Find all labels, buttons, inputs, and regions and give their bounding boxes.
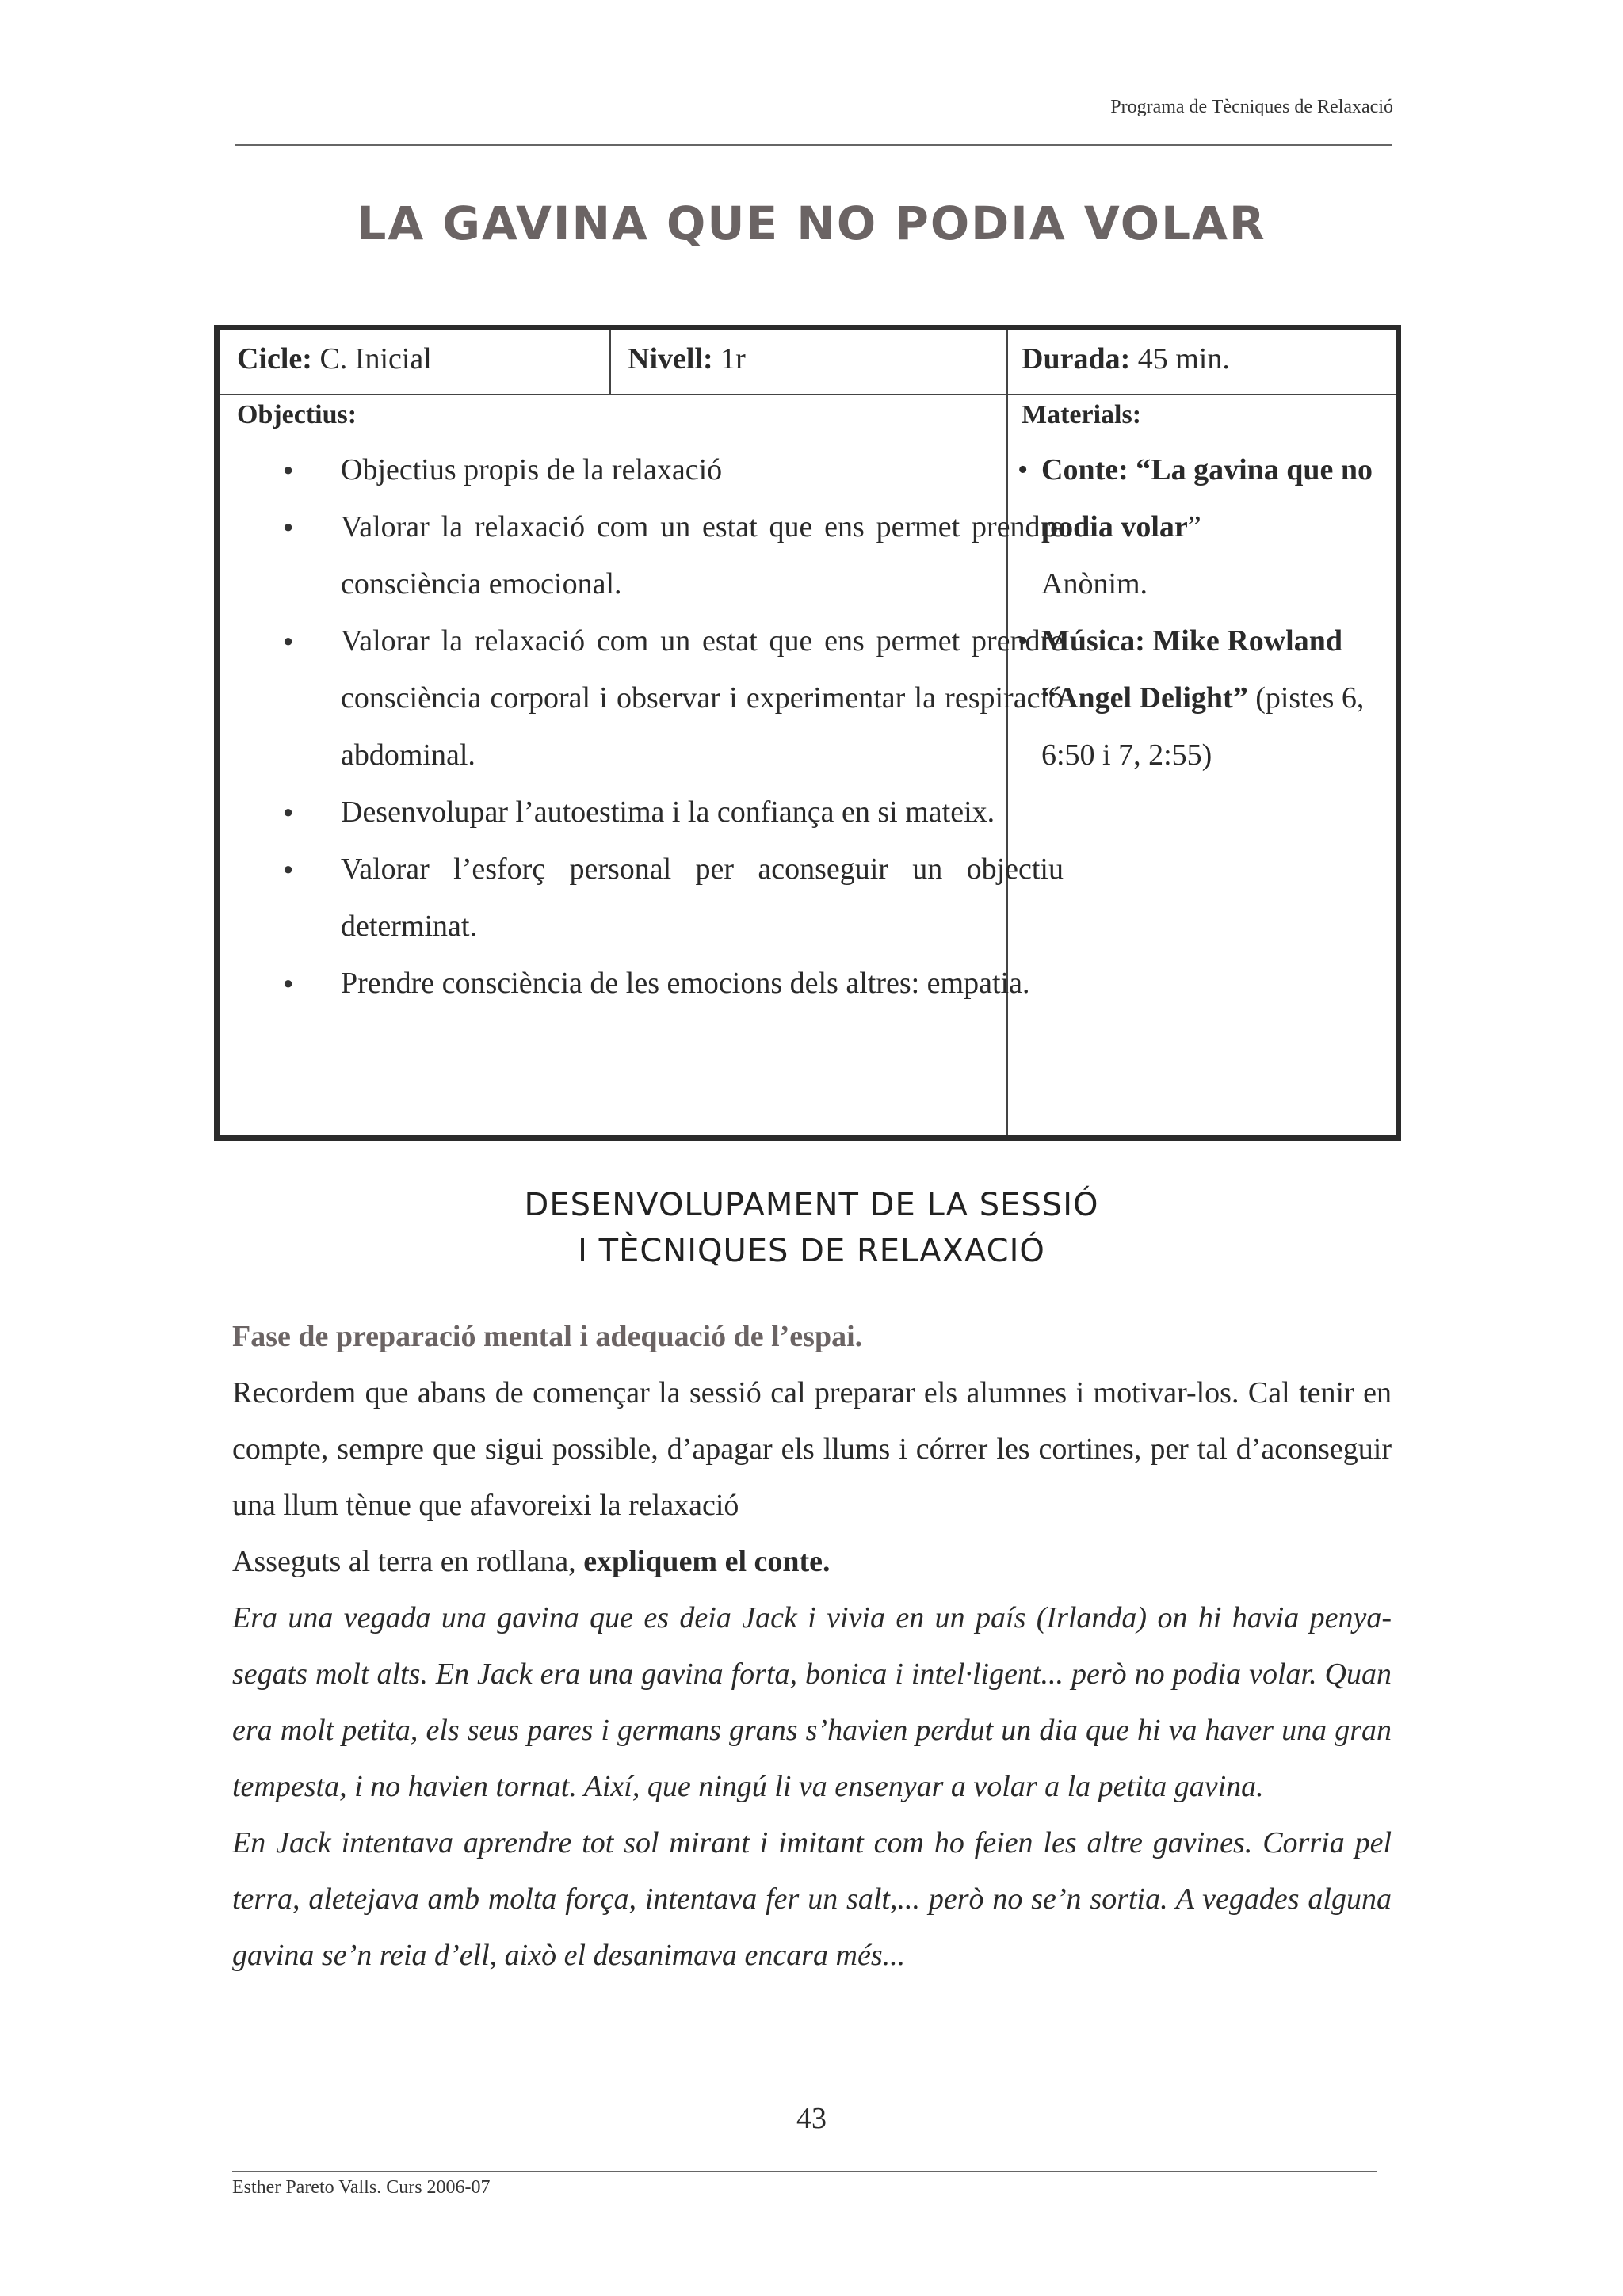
body-text bbox=[232, 1309, 1392, 1984]
nivell-cell bbox=[628, 341, 746, 376]
header-rule bbox=[235, 144, 1392, 146]
paragraph: Recordem que abans de començar la sessió cal preparar els alumnes i motivar-los. Cal tenir en compte, sempre que sigui possible, d’apagar els llums i córrer les cortines, per tal d’aconseguir una llum tènue que afavoreixi la relaxació bbox=[232, 1376, 1392, 1522]
durada-label: Durada: bbox=[1022, 342, 1131, 376]
running-header: Programa de Tècniques de Relaxació bbox=[1110, 97, 1393, 117]
nivell-label: Nivell: bbox=[628, 342, 713, 376]
objectius-label: Objectius: bbox=[237, 400, 357, 429]
cicle-cell bbox=[237, 341, 432, 376]
phase-title: Fase de preparació mental i adequació de l’espai. bbox=[232, 1320, 863, 1353]
materials-list bbox=[1016, 441, 1388, 784]
info-table bbox=[214, 325, 1401, 1141]
page-title: LA GAVINA QUE NO PODIA VOLAR bbox=[357, 196, 1266, 250]
material-music-title: Música: Mike Rowland “Angel Delight” bbox=[1041, 624, 1342, 715]
page-number: 43 bbox=[796, 2102, 827, 2135]
section-heading-line: I TÈCNIQUES DE RELAXACIÓ bbox=[578, 1233, 1045, 1269]
material-author: Anònim. bbox=[1041, 567, 1148, 601]
list-item: ● Valorar l’esforç personal per aconseguir un objectiu determinat. bbox=[283, 841, 1064, 955]
nivell-value: 1r bbox=[720, 342, 746, 376]
material-quote: ” bbox=[1187, 510, 1201, 543]
section-heading-line: DESENVOLUPAMENT DE LA SESSIÓ bbox=[524, 1187, 1099, 1223]
durada-cell bbox=[1022, 341, 1230, 376]
list-item: ● Valorar la relaxació com un estat que ens permet prendre consciència emocional. bbox=[283, 498, 1064, 612]
objectius-list bbox=[283, 441, 1064, 1012]
paragraph bbox=[232, 1534, 1392, 1590]
story-paragraph: En Jack intentava aprendre tot sol mirant i imitant com ho feien les altre gavines. Corria pel terra, aletejava amb molta força, intentava fer un salt,... però no se’n sortia. A vegades alguna gavina se’n reia d’ell, això el desanimava encara més... bbox=[232, 1826, 1392, 1972]
materials-label: Materials: bbox=[1022, 400, 1142, 429]
durada-value: 45 min. bbox=[1137, 342, 1230, 376]
section-heading bbox=[0, 1182, 1623, 1274]
footer-author: Esther Pareto Valls. Curs 2006-07 bbox=[232, 2177, 491, 2198]
list-item: ● Desenvolupar l’autoestima i la confiança en si mateix. bbox=[283, 784, 1064, 841]
material-story-title: Conte: “La gavina que no podia volar bbox=[1041, 453, 1373, 543]
list-item: ● Objectius propis de la relaxació bbox=[283, 441, 1064, 498]
paragraph-emphasis: expliquem el conte. bbox=[583, 1545, 831, 1578]
list-item bbox=[1016, 612, 1388, 784]
story-paragraph: Era una vegada una gavina que es deia Jack i vivia en un país (Irlanda) on hi havia penya-segats molt alts. En Jack era una gavina forta, bonica i intel·ligent... però no podia volar. Quan era molt petita, els seus pares i germans grans s’havien perdut un dia que hi va haver una gran tempesta, i no havien tornat. Així, que ningú li va ensenyar a volar a la petita gavina. bbox=[232, 1601, 1392, 1803]
cicle-value: C. Inicial bbox=[319, 342, 432, 376]
cicle-label: Cicle: bbox=[237, 342, 312, 376]
list-item bbox=[1016, 441, 1388, 612]
footer-rule bbox=[232, 2171, 1377, 2172]
paragraph-text: Asseguts al terra en rotllana, bbox=[232, 1545, 584, 1578]
list-item: ● Valorar la relaxació com un estat que ens permet prendre consciència corporal i observar i experimentar la respiració abdominal. bbox=[283, 612, 1064, 784]
list-item: ● Prendre consciència de les emocions dels altres: empatia. bbox=[283, 955, 1064, 1012]
material-music-detail: (pistes 6, 6:50 i 7, 2:55) bbox=[1041, 681, 1365, 772]
table-divider-1 bbox=[609, 330, 611, 394]
